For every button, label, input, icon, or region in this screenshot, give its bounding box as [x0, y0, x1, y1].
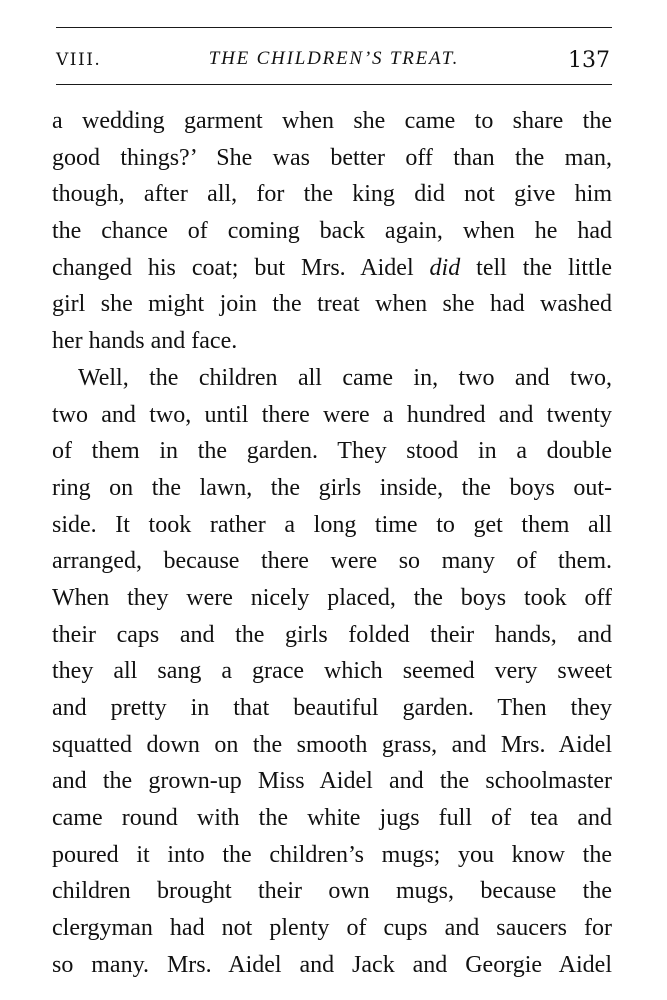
text-line: though, after all, for the king did not give him — [52, 181, 612, 208]
page-number: 137 — [568, 48, 610, 73]
text-line: the chance of coming back again, when he had — [52, 218, 612, 245]
body-text — [52, 103, 612, 984]
running-head — [56, 38, 612, 78]
text-line: arranged, because there were so many of them. — [52, 548, 612, 575]
text-line — [52, 250, 612, 287]
paragraph-start-line: Well, the children all came in, two and two, — [78, 364, 612, 391]
running-title: THE CHILDREN’S TREAT. — [208, 48, 460, 69]
italic-emphasis: did — [429, 254, 461, 281]
text-line: poured it into the children’s mugs; you know the — [52, 841, 612, 868]
text-line: and the grown-up Miss Aidel and the schoolmaster — [52, 768, 612, 795]
text-segment: changed his coat; but Mrs. Aidel — [52, 254, 430, 281]
text-line: side. It took rather a long time to get them all — [52, 511, 612, 538]
paragraph-end-line: her hands and face. — [52, 328, 238, 355]
text-line: clergyman had not plenty of cups and saucers for — [52, 915, 612, 942]
text-line: squatted down on the smooth grass, and Mrs. Aidel — [52, 731, 612, 758]
text-line: When they were nicely placed, the boys took off — [52, 584, 612, 611]
text-line: a wedding garment when she came to share the — [52, 108, 612, 134]
text-line: of them in the garden. They stood in a double — [52, 438, 612, 465]
text-line: girl she might join the treat when she had washed — [52, 291, 612, 318]
text-line: two and two, until there were a hundred and twenty — [52, 401, 612, 428]
text-line: came round with the white jugs full of tea and — [52, 805, 612, 832]
text-line: good things?’ She was better off than the man, — [52, 144, 612, 171]
text-line: and pretty in that beautiful garden. Then they — [52, 695, 612, 721]
text-line: ring on the lawn, the girls inside, the boys out- — [52, 474, 612, 501]
chapter-number: VIII. — [56, 50, 102, 70]
text-line: children brought their own mugs, because the — [52, 878, 612, 905]
text-segment: tell the little — [460, 254, 612, 281]
text-line: they all sang a grace which seemed very sweet — [52, 658, 612, 685]
text-line: their caps and the girls folded their hands, and — [52, 621, 612, 648]
text-line: so many. Mrs. Aidel and Jack and Georgie Aidel — [52, 951, 612, 978]
header-top-rule — [56, 27, 612, 28]
header-bottom-rule — [56, 84, 612, 85]
